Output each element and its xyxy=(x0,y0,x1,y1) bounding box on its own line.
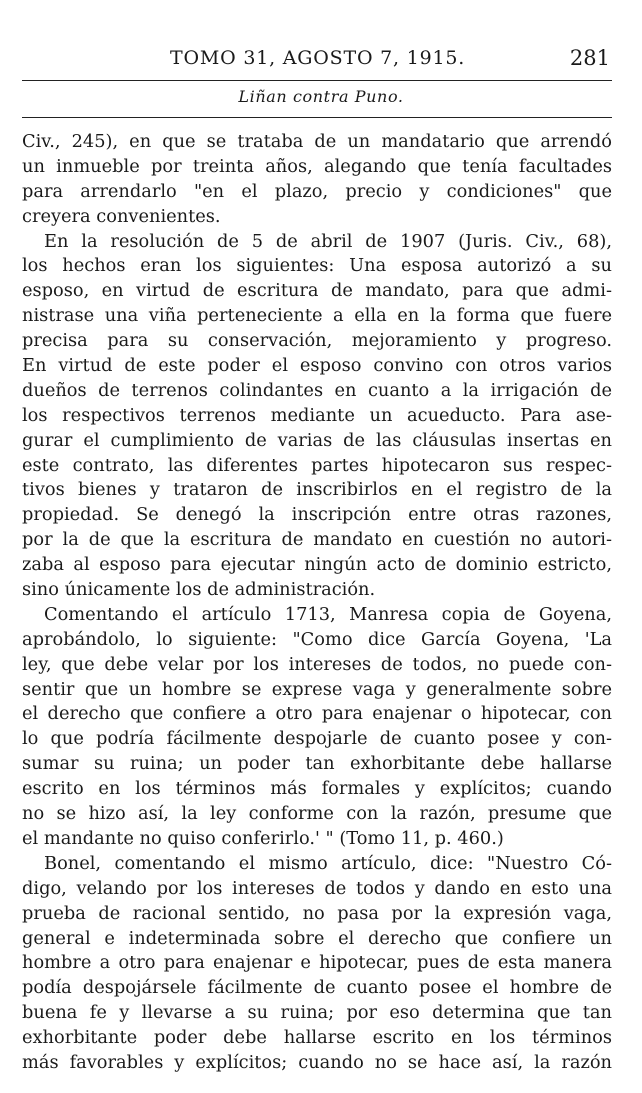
text-line: dueños de terrenos colindantes en cuanto a la irrigación de xyxy=(22,379,612,401)
text-line: sino únicamente los de administración. xyxy=(22,579,376,601)
text-line: más favorables y explícitos; cuando no se hace así, la razón xyxy=(22,1051,612,1073)
text-line: buena fe y llevarse a su ruina; por eso determina que tan xyxy=(22,1002,612,1024)
text-line: digo, velando por los intereses de todos y dando en esto una xyxy=(22,877,612,899)
text-line: sumar su ruina; un poder tan exhorbitante debe hallarse xyxy=(22,753,612,775)
text-line: nistrase una viña perteneciente a ella en la forma que fuere xyxy=(22,305,612,327)
text-line: hombre a otro para enajenar e hipotecar, pues de esta manera xyxy=(22,952,612,974)
text-line: escrito en los términos más formales y explícitos; cuando xyxy=(22,778,612,800)
text-line: aprobándolo, lo siguiente: "Como dice García Goyena, 'La xyxy=(22,628,612,650)
text-line: precisa para su conservación, mejoramiento y progreso. xyxy=(22,330,612,352)
text-line: En la resolución de 5 de abril de 1907 (Juris. Civ., 68), xyxy=(44,230,612,252)
text-line: zaba al esposo para ejecutar ningún acto de dominio estricto, xyxy=(22,554,612,576)
running-head xyxy=(22,44,614,76)
text-line: Civ., 245), en que se trataba de un mandatario que arrendó xyxy=(22,131,612,152)
text-line: para arrendarlo "en el plazo, precio y condiciones" que xyxy=(22,180,612,202)
header-rule-top xyxy=(22,80,612,81)
text-line: los hechos eran los siguientes: Una esposa autorizó a su xyxy=(22,255,612,277)
text-line: general e indeterminada sobre el derecho que confiere un xyxy=(22,927,612,949)
text-line: propiedad. Se denegó la inscripción entre otras razones, xyxy=(22,504,612,526)
text-line: el mandante no quiso conferirlo.' " (Tomo 11, p. 460.) xyxy=(22,827,504,849)
text-line: exhorbitante poder debe hallarse escrito en los términos xyxy=(22,1027,612,1049)
text-line: esposo, en virtud de escritura de mandato, para que admi- xyxy=(22,280,612,302)
text-line: este contrato, las diferentes partes hipotecaron sus respec- xyxy=(22,454,612,476)
text-line: no se hizo así, la ley conforme con la razón, presume que xyxy=(22,803,612,825)
text-line: sentir que un hombre se exprese vaga y generalmente sobre xyxy=(22,678,612,700)
text-line: los respectivos terrenos mediante un acueducto. Para ase- xyxy=(22,404,612,426)
text-line: lo que podría fácilmente despojarle de cuanto posee y con- xyxy=(22,728,612,750)
text-line: un inmueble por treinta años, alegando que tenía facultades xyxy=(22,155,612,177)
text-line: prueba de racional sentido, no pasa por la expresión vaga, xyxy=(22,902,612,924)
text-line: En virtud de este poder el esposo convino con otros varios xyxy=(22,355,612,377)
text-line: Comentando el artículo 1713, Manresa copia de Goyena, xyxy=(44,603,612,625)
text-line: tivos bienes y trataron de inscribirlos en el registro de la xyxy=(22,479,612,501)
text-line: ley, que debe velar por los intereses de todos, no puede con- xyxy=(22,653,612,675)
text-line: gurar el cumplimiento de varias de las cláusulas insertas en xyxy=(22,429,612,451)
page-number: 281 xyxy=(569,46,610,70)
text-line: Bonel, comentando el mismo artículo, dice: "Nuestro Có- xyxy=(44,852,612,874)
header-rule-bottom xyxy=(22,117,612,118)
text-line: el derecho que confiere a otro para enajenar o hipotecar, con xyxy=(22,703,612,725)
text-line: por la de que la escritura de mandato en cuestión no autori- xyxy=(22,529,612,551)
text-line: podía despojársele fácilmente de cuanto posee el hombre de xyxy=(22,977,612,999)
body-text xyxy=(22,130,612,1076)
running-title: TOMO 31, AGOSTO 7, 1915. xyxy=(170,47,466,69)
case-title: Liñan contra Puno. xyxy=(238,87,404,106)
text-line: creyera convenientes. xyxy=(22,205,221,227)
